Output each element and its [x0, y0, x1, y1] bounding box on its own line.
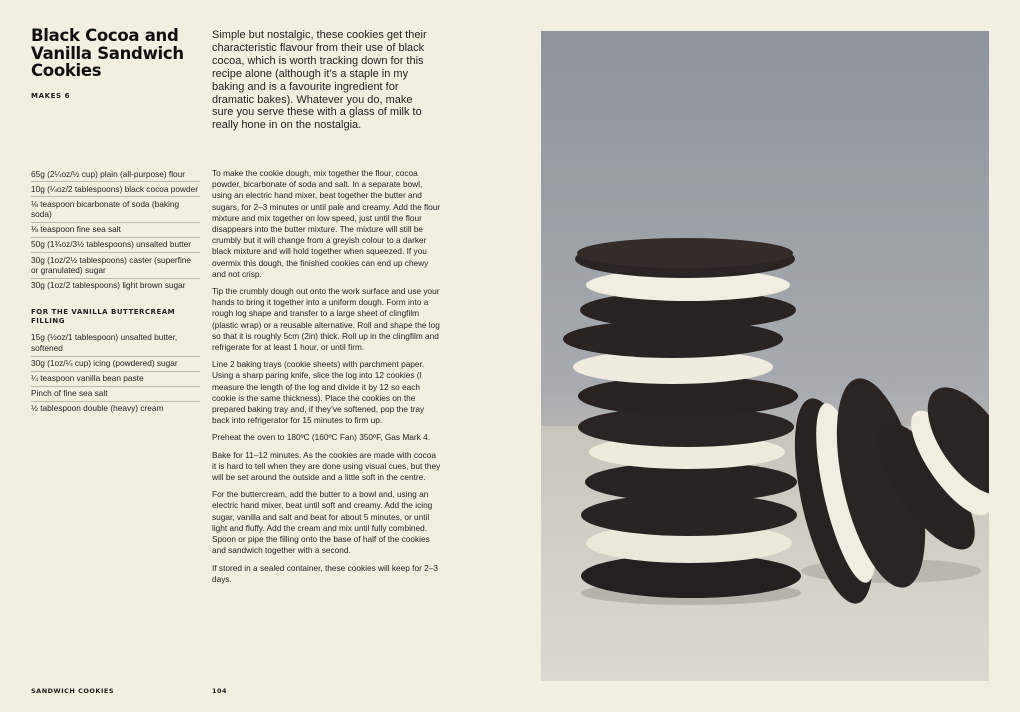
ingredient-item: 30g (1oz/2½ tablespoons) caster (superfine or granulated) sugar — [31, 253, 200, 279]
method-step: If stored in a sealed container, these cookies will keep for 2–3 days. — [212, 562, 438, 584]
ingredient-item: 30g (1oz/2 tablespoons) light brown sugar — [31, 280, 186, 291]
ingredient-item: ⅛ teaspoon bicarbonate of soda (baking soda) — [31, 197, 200, 223]
ingredient-item: 50g (1¾oz/3½ tablespoons) unsalted butter — [31, 238, 200, 253]
recipe-title: Black Cocoa and Vanilla Sandwich Cookies — [31, 26, 184, 80]
filling-heading: FOR THE VANILLA BUTTERCREAM FILLING — [31, 307, 176, 325]
method-step: For the buttercream, add the butter to a bowl and, using an electric hand mixer, beat until soft and creamy. Add the icing sugar, vanilla and salt and beat for about 5 minutes, or until light and fluffy. Add the cream and mix until fully combined. Spoon or pipe the filling onto the base of half of the cookies and sandwich together with a second. — [212, 489, 433, 556]
ingredients-section — [31, 167, 200, 416]
ingredient-item: ¼ teaspoon vanilla bean paste — [31, 372, 200, 387]
page-number: 104 — [212, 687, 228, 695]
cookie-photo — [541, 31, 989, 681]
method-step: Tip the crumbly dough out onto the work surface and use your hands to bring it together into a uniform dough. Form into a rough log shape and transfer to a large sheet of clingfilm (plastic wrap) or a reusable alternative. Roll and shape the log so that it is roughly 5cm (2in) thick. Roll up in the clingfilm and refrigerate for at least 1 hour, or until firm. — [212, 286, 440, 353]
cookie-ingredient-list — [31, 167, 200, 293]
method-step: Line 2 baking trays (cookie sheets) with parchment paper. Using a sharp paring knife, slice the log into 12 cookies (I measure the length of the log and divide it by 12 so each cookie is the same thickness). Place the cookies on the prepared baking tray and, if they’ve softened, pop the tray back into refrigerator for 15 minutes to firm up. — [212, 359, 425, 426]
ingredient-item: 15g (½oz/1 tablespoon) unsalted butter, softened — [31, 331, 200, 357]
ingredient-item: 30g (1oz/¼ cup) icing (powdered) sugar — [31, 357, 200, 372]
method-step: Bake for 11–12 minutes. As the cookies are made with cocoa it is hard to tell when they are done using visual cues, but they will be set around the outside and a little soft in the centre. — [212, 449, 441, 483]
ingredient-item: 10g (¼oz/2 tablespoons) black cocoa powder — [31, 182, 200, 197]
method-step: To make the cookie dough, mix together the flour, cocoa powder, bicarbonate of soda and salt. In a separate bowl, using an electric hand mixer, beat together the butter and sugars, for 2–3 minutes or until pale and creamy. Add the flour mixture and mix together on low speed, just until the flour disappears into the butter mixture. The mixture will still be crumbly but it will change from a greyish colour to a darker black mixture and will hold together when squeezed. If you overmix this dough, the finished cookies can end up chewy and not crisp. — [212, 168, 441, 279]
yield-label: MAKES 6 — [31, 92, 71, 100]
footer-section-title: SANDWICH COOKIES — [31, 687, 115, 695]
recipe-intro: Simple but nostalgic, these cookies get their characteristic flavour from their use of black cocoa, which is worth tracking down for this recipe alone (although it’s a staple in my baking and is a favourite ingredient for dramatic bakes). Whatever you do, make sure you serve these with a glass of milk to really hone in on the nostalgia. — [212, 29, 427, 132]
method-section — [212, 168, 442, 591]
filling-ingredient-list — [31, 331, 200, 416]
ingredient-item: 65g (2¼oz/½ cup) plain (all-purpose) flour — [31, 167, 200, 182]
ingredient-item: Pinch of fine sea salt — [31, 387, 200, 402]
method-step: Preheat the oven to 180ºC (160ºC Fan) 350ºF, Gas Mark 4. — [212, 432, 431, 443]
ingredient-item: ½ tablespoon double (heavy) cream — [31, 403, 164, 414]
ingredient-item: ⅛ teaspoon fine sea salt — [31, 223, 200, 238]
